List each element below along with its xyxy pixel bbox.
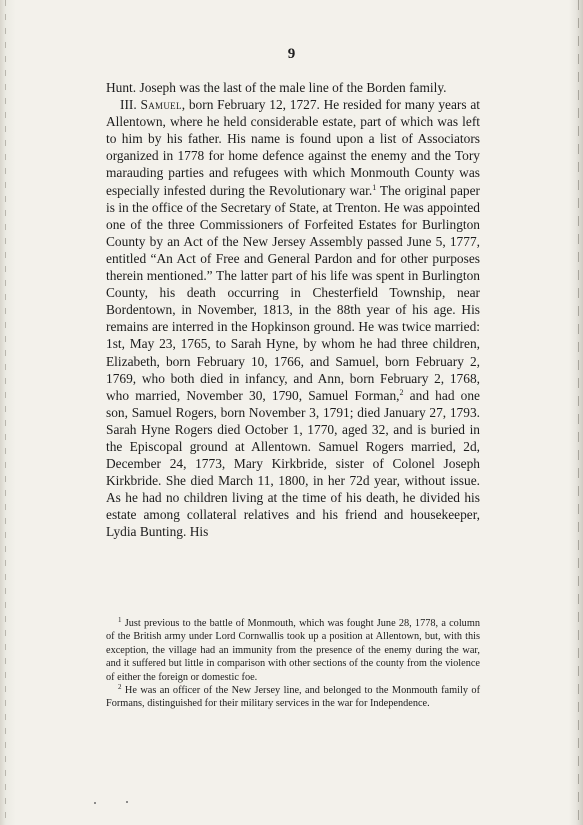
- footnote-mark-2: 2: [118, 683, 122, 692]
- footnote-ref-2: 2: [399, 387, 404, 397]
- entry-numeral: III.: [120, 97, 137, 113]
- page-right-edge: [569, 0, 583, 825]
- entry-text-part-1: , born February 12, 1727. He resided for many years at Allentown, where he held considerable estate, part of which was left to him by his father. His name is found upon a list of Associators organized in 1778 for home defence against the enemy and the Tory marauding parties and refugees with which Monmouth County was especially infested during the Revolutionary war.: [106, 97, 480, 198]
- footnote-2: [106, 684, 480, 711]
- footnote-1: [106, 617, 480, 684]
- footnote-mark-1: 1: [118, 616, 122, 624]
- footnote-text-1: Just previous to the battle of Monmouth, which was fought June 28, 1778, a column of the British army under Lord Cornwallis took up a position at Allentown, but, with this exception, the village had an immunity from the presence of the enemy during the war, and it suffered but little in comparison with other sections of the county from the violence of either the foreign or domestic foe.: [106, 618, 480, 683]
- paragraph-continuation: Hunt. Joseph was the last of the male line of the Borden family.: [106, 80, 447, 95]
- body-text: [106, 79, 480, 541]
- page-number: 9: [287, 46, 296, 62]
- footnotes: [106, 617, 480, 711]
- entry-name: Samuel: [140, 97, 182, 113]
- footnote-text-2: He was an officer of the New Jersey line, and belonged to the Monmouth family of Formans, distinguished for their military services in the war for Independence.: [106, 685, 480, 710]
- page-left-edge: [0, 0, 16, 825]
- paragraph-entry-samuel: [106, 96, 480, 540]
- footnote-ref-1: 1: [372, 182, 377, 192]
- entry-text-part-3: and had one son, Samuel Rogers, born November 3, 1791; died January 27, 1793. Sarah Hyne Rogers died October 1, 1770, aged 32, and is buried in the Episcopal ground at Allentown. Samuel Rogers married, 2d, December 24, 1773, Mary Kirkbride, sister of Colonel Joseph Kirkbride. She died March 11, 1800, in her 72d year, without issue. As he had no children living at the time of his death, he divided his estate among collateral relatives and his friend and housekeeper, Lydia Bunting. His: [106, 387, 480, 540]
- entry-text-part-2: The original paper is in the office of the Secretary of State, at Trenton. He was appointed one of the three Commissioners of Forfeited Estates for Burlington County by an Act of the New Jersey Assembly passed June 5, 1777, entitled “An Act of Free and General Pardon and for other purposes therein mentioned.” The latter part of his life was spent in Burlington County, his death occurring in Chesterfield Township, near Bordentown, in November, 1813, in the 88th year of his age. His remains are interred in the Hopkinson ground. He was twice married: 1st, May 23, 1765, to Sarah Hyne, by whom he had three children, Elizabeth, born February 10, 1766, and Samuel, born February 2, 1769, who both died in infancy, and Ann, born February 2, 1768, who married, November 30, 1790, Samuel Forman,: [106, 182, 480, 403]
- print-specks: [88, 798, 148, 808]
